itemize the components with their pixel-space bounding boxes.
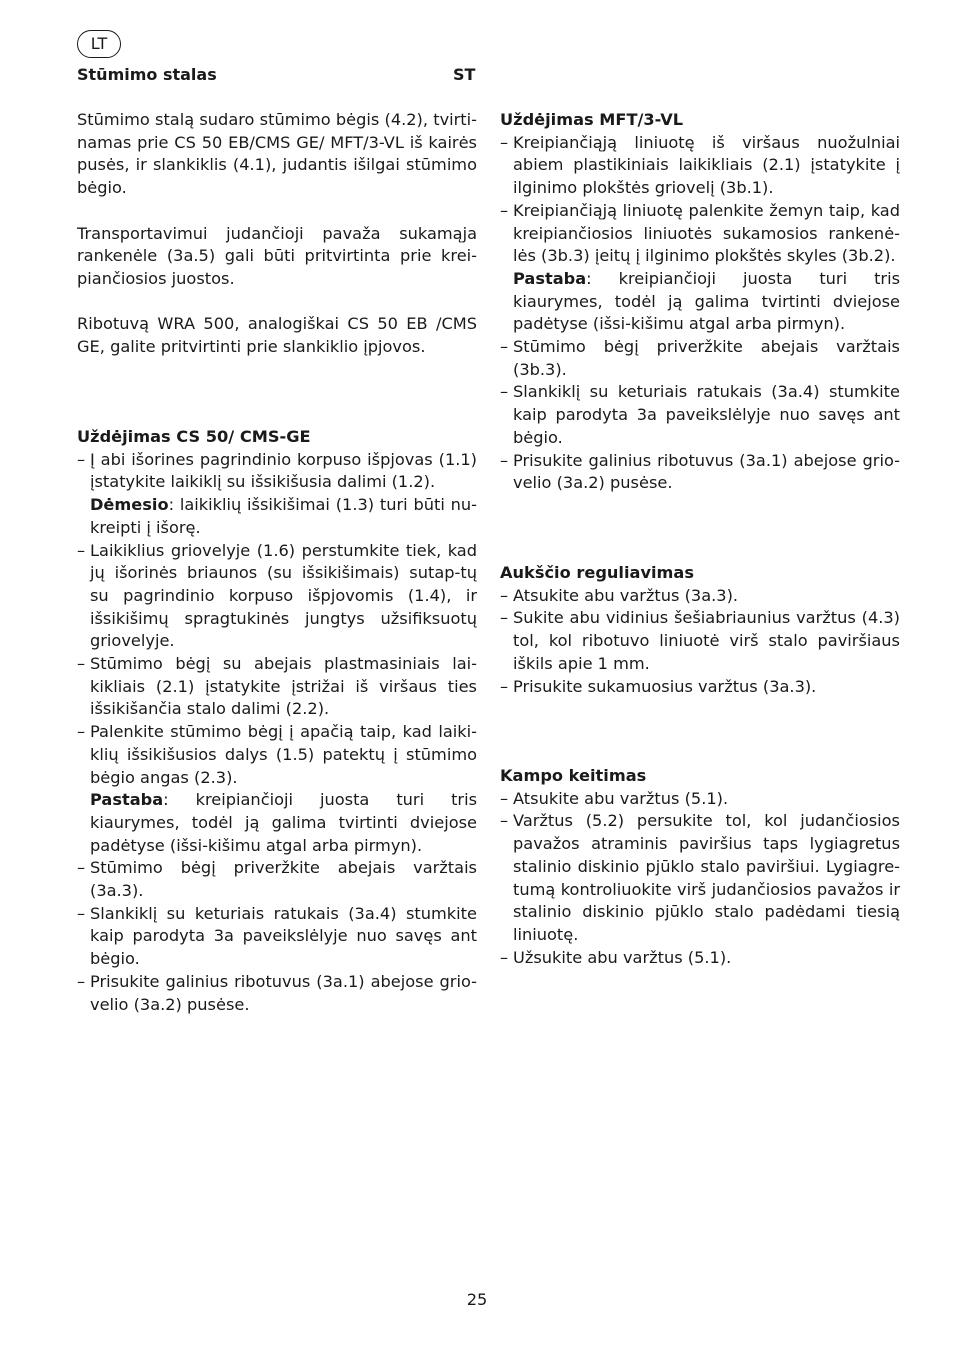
mft-heading: Uždėjimas MFT/3-VL <box>500 110 684 129</box>
height-heading: Aukščio reguliavimas <box>500 563 694 582</box>
language-badge: LT <box>77 30 121 58</box>
list-item: – Palenkite stūmimo bėgį į apačią taip, kad laiki-klių išsikišusios dalys (1.5) patektų į stūmimo bėgio angas (2.3). Pastaba: kreipiančioji juosta turi tris kiaurymes, todėl ją galima tvirtinti dviejose padėtyse (išsi-kišimu atgal arba pirmyn). <box>77 721 477 857</box>
note-label: Dėmesio <box>90 495 169 515</box>
mft-list <box>500 132 900 495</box>
section-code: ST <box>453 65 476 84</box>
list-item: – Laikiklius griovelyje (1.6) perstumkite tiek, kad jų išorinės briaunos (su išsikišimais) sutap-tų su pagrindinio korpuso išpjovomis (1.4), ir išsikišimų spragtukinės jungtys užsifiksuotų griovelyje. <box>77 540 477 654</box>
intro-paragraph: Transportavimui judančioji pavaža sukamąja rankenėle (3a.5) gali būti pritvirtinta prie krei-piančiosios juostos. <box>77 223 477 288</box>
cs50-heading: Uždėjimas CS 50/ CMS-GE <box>77 427 311 446</box>
intro-paragraph: Stūmimo stalą sudaro stūmimo bėgis (4.2), tvirti-namas prie CS 50 EB/CMS GE/ MFT/3-VL iš kairės pusės, ir slankiklis (4.1), judantis išilgai stūmimo bėgio. <box>77 110 477 198</box>
list-item: – Prisukite galinius ribotuvus (3a.1) abejose grio-velio (3a.2) pusėse. <box>500 450 900 495</box>
height-section <box>500 562 900 698</box>
page-number: 25 <box>466 1290 488 1309</box>
left-column <box>77 109 477 359</box>
angle-section <box>500 765 900 969</box>
list-item: – Prisukite galinius ribotuvus (3a.1) abejose grio-velio (3a.2) pusėse. <box>77 971 477 1016</box>
cs50-list <box>77 449 477 1017</box>
list-item: – Stūmimo bėgį su abejais plastmasiniais lai-kikliais (2.1) įstatykite įstrižai iš viršaus ties išsikišančia stalo dalimi (2.2). <box>77 653 477 721</box>
note-label: Pastaba <box>90 790 164 810</box>
intro-paragraph: Ribotuvą WRA 500, analogiškai CS 50 EB /CMS GE, galite pritvirtinti prie slankiklio įpjovos. <box>77 314 477 356</box>
note-label: Pastaba <box>513 268 587 288</box>
list-item: – Atsukite abu varžtus (5.1). <box>500 788 900 811</box>
list-item: – Stūmimo bėgį priveržkite abejais varžtais (3a.3). <box>77 857 477 902</box>
list-item: – Į abi išorines pagrindinio korpuso išpjovas (1.1) įstatykite laikiklį su išsikišusia dalimi (1.2). Dėmesio: laikiklių išsikišimai (1.3) turi būti nu-kreipti į išorę. <box>77 449 477 540</box>
section-title: Stūmimo stalas <box>77 65 217 84</box>
list-item: – Stūmimo bėgį priveržkite abejais varžtais (3b.3). <box>500 336 900 381</box>
list-item: – Varžtus (5.2) persukite tol, kol judančiosios pavažos atraminis paviršius taps lygiagretus stalinio diskinio pjūklo stalo paviršiui. Lygiagre-tumą kontroliuokite virš judančiosios pavažos ir stalinio diskinio pjūklo stalo padėdami tiesią liniuotę. <box>500 810 900 946</box>
mft-section <box>500 109 900 495</box>
list-item: – Kreipiančiąją liniuotę palenkite žemyn taip, kad kreipiančiosios liniuotės sukamosios rankenė-lės (3b.3) įeitų į ilginimo plokštės skyles (3b.2). Pastaba: kreipiančioji juosta turi tris kiaurymes, todėl ją galima tvirtinti dviejose padėtyse (išsi-kišimu atgal arba pirmyn). <box>500 200 900 336</box>
height-list <box>500 585 900 699</box>
list-item: – Slankiklį su keturiais ratukais (3a.4) stumkite kaip parodyta 3a paveikslėlyje nuo savęs ant bėgio. <box>77 903 477 971</box>
angle-list <box>500 788 900 970</box>
list-item: – Sukite abu vidinius šešiabriaunius varžtus (4.3) tol, kol ribotuvo liniuotė virš stalo paviršiaus iškils apie 1 mm. <box>500 607 900 675</box>
list-item: – Kreipiančiąją liniuotę iš viršaus nuožulniai abiem plastikiniais laikikliais (2.1) įstatykite į ilginimo plokštės griovelį (3b.1). <box>500 132 900 200</box>
cs50-section <box>77 426 477 1016</box>
list-item: – Atsukite abu varžtus (3a.3). <box>500 585 900 608</box>
list-item: – Prisukite sukamuosius varžtus (3a.3). <box>500 676 900 699</box>
angle-heading: Kampo keitimas <box>500 766 647 785</box>
list-item: – Užsukite abu varžtus (5.1). <box>500 947 900 970</box>
list-item: – Slankiklį su keturiais ratukais (3a.4) stumkite kaip parodyta 3a paveikslėlyje nuo savęs ant bėgio. <box>500 381 900 449</box>
